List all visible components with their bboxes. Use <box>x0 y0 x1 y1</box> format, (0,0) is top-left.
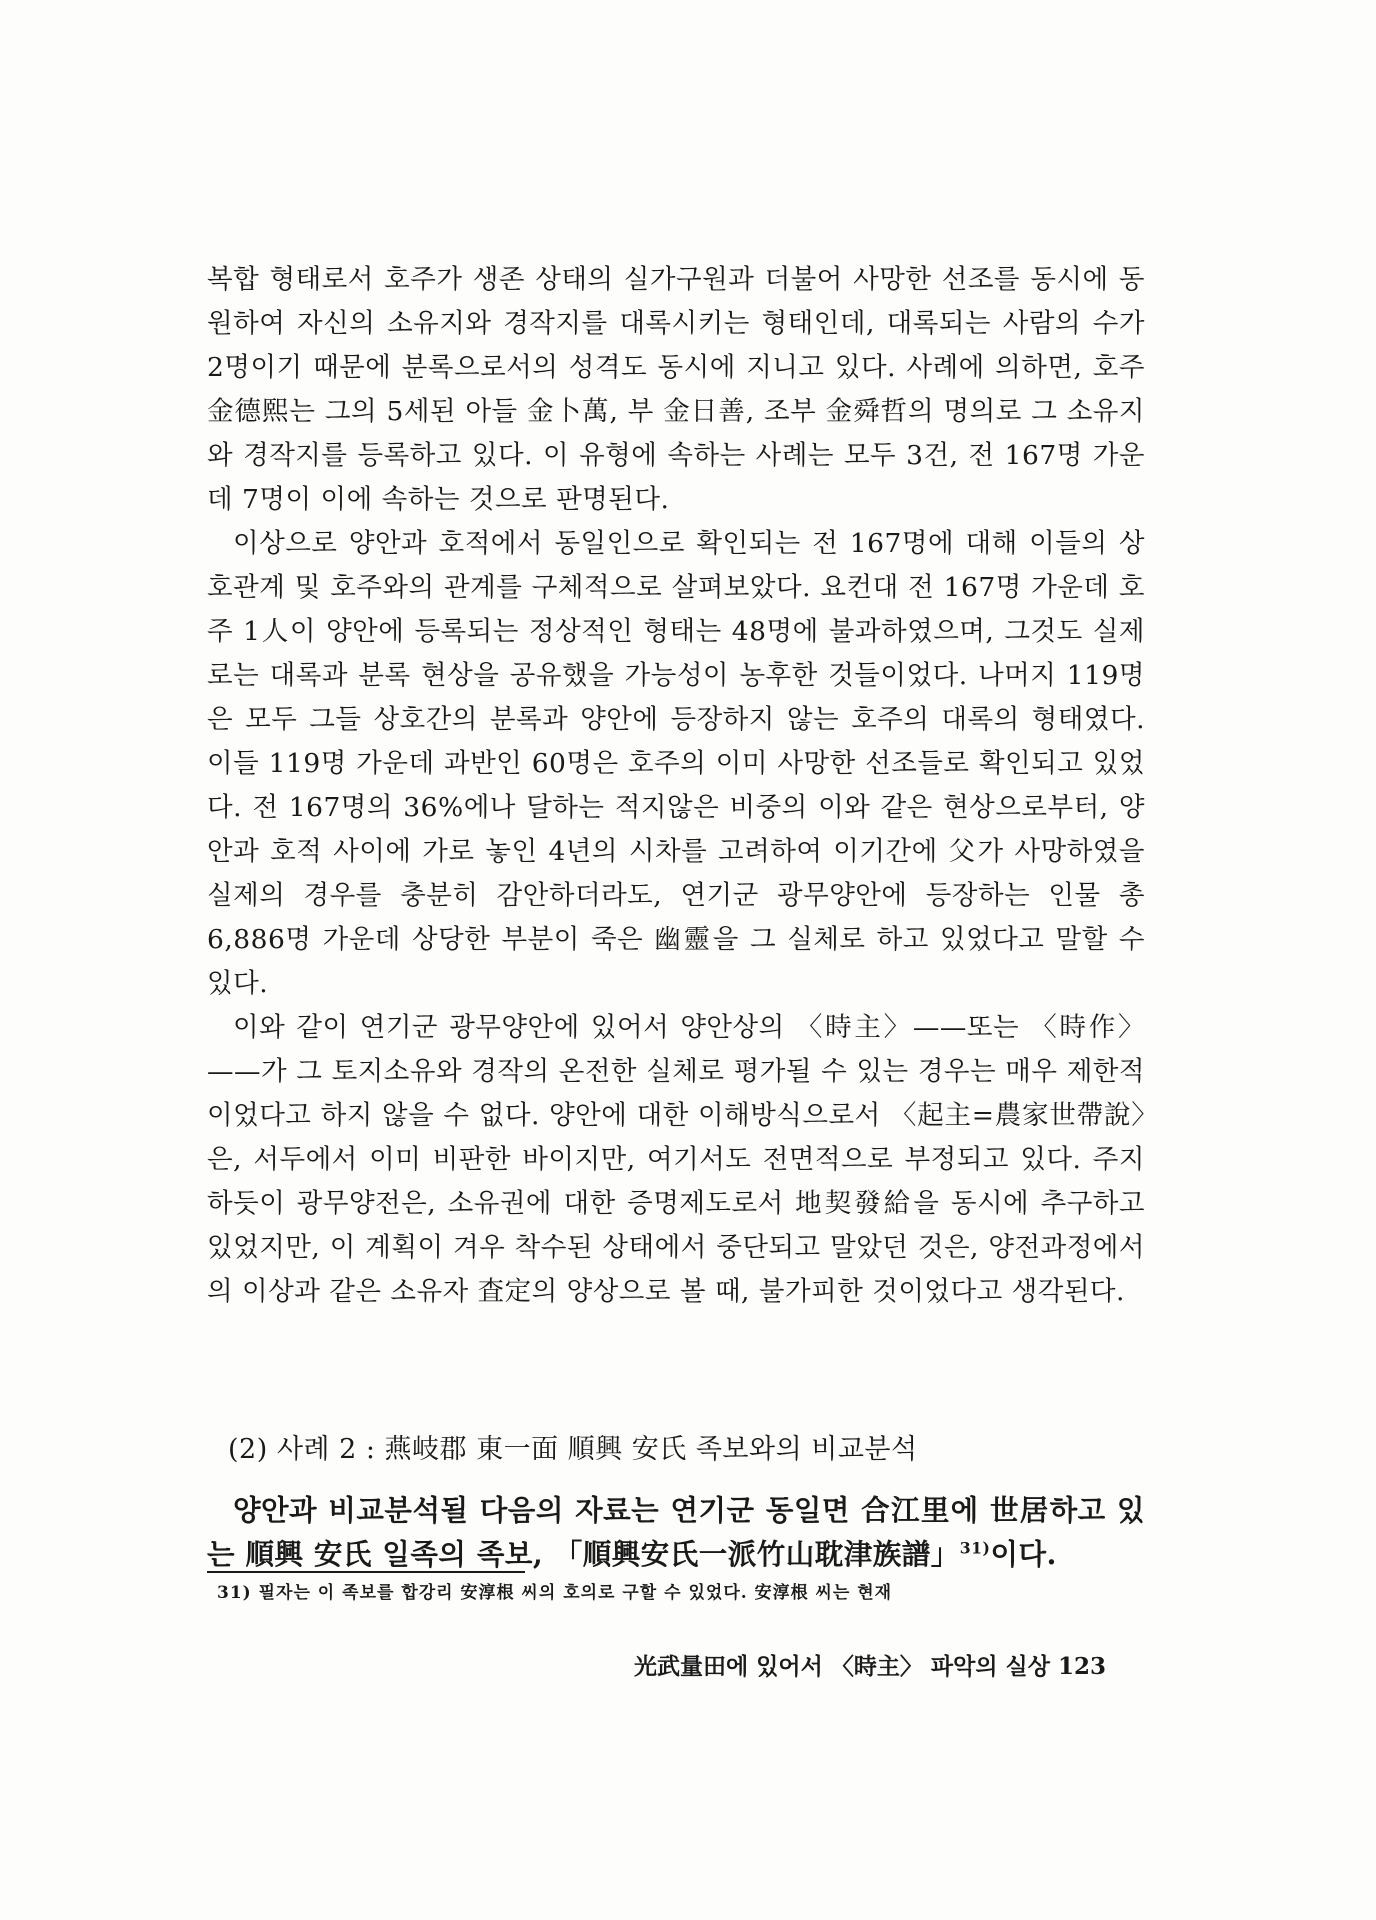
section-paragraph <box>207 1488 1145 1576</box>
footnote-reference: 31) <box>959 1538 991 1558</box>
section-body-text <box>207 1488 1145 1576</box>
section-paragraph-end: 이다. <box>990 1537 1057 1571</box>
footnote-divider <box>207 1571 525 1573</box>
running-footer: 光武量田에 있어서 〈時主〉 파악의 실상 123 <box>633 1653 1106 1680</box>
paragraph-3: 이와 같이 연기군 광무양안에 있어서 양안상의 〈時主〉——또는 〈時作〉——가 그 토지소유와 경작의 온전한 실체로 평가될 수 있는 경우는 매우 제한적이었다고 하지 않을 수 없다. 양안에 대한 이해방식으로서 〈起主=農家世帶說〉은, 서두에서 이미 비판한 바이지만, 여기서도 전면적으로 부정되고 있다. 주지하듯이 광무양전은, 소유권에 대한 증명제도로서 地契發給을 동시에 추구하고 있었지만, 이 계획이 겨우 착수된 상태에서 중단되고 말았던 것은, 양전과정에서의 이상과 같은 소유자 査定의 양상으로 볼 때, 불가피한 것이었다고 생각된다. <box>207 1012 1145 1307</box>
footnote: 31) 필자는 이 족보를 합강리 安淳根 씨의 호의로 구할 수 있었다. 安淳根 씨는 현재 <box>217 1583 893 1603</box>
paragraph-2: 이상으로 양안과 호적에서 동일인으로 확인되는 전 167명에 대해 이들의 상호관계 및 호주와의 관계를 구체적으로 살펴보았다. 요컨대 전 167명 가운데 호주 1人이 양안에 등록되는 정상적인 형태는 48명에 불과하였으며, 그것도 실제로는 대록과 분록 현상을 공유했을 가능성이 농후한 것들이었다. 나머지 119명은 모두 그들 상호간의 분록과 양안에 등장하지 않는 호주의 대록의 형태였다. 이들 119명 가운데 과반인 60명은 호주의 이미 사망한 선조들로 확인되고 있었다. 전 167명의 36%에나 달하는 적지않은 비중의 이와 같은 현상으로부터, 양안과 호적 사이에 가로 놓인 4년의 시차를 고려하여 이기간에 父가 사망하였을 실제의 경우를 충분히 감안하더라도, 연기군 광무양안에 등장하는 인물 총 6,886명 가운데 상당한 부분이 죽은 幽靈을 그 실체로 하고 있었다고 말할 수 있다. <box>207 528 1145 999</box>
main-body-text <box>207 258 1145 1314</box>
section-heading: (2) 사례 2 : 燕岐郡 東一面 順興 安氏 족보와의 비교분석 <box>228 1434 918 1465</box>
section-paragraph-text: 양안과 비교분석될 다음의 자료는 연기군 동일면 合江里에 世居하고 있는 順興 安氏 일족의 족보, 「順興安氏一派竹山耽津族譜」 <box>207 1493 1145 1571</box>
paragraph-1: 복합 형태로서 호주가 생존 상태의 실가구원과 더불어 사망한 선조를 동시에 동원하여 자신의 소유지와 경작지를 대록시키는 형태인데, 대록되는 사람의 수가 2명이기 때문에 분록으로서의 성격도 동시에 지니고 있다. 사례에 의하면, 호주 金德熙는 그의 5세된 아들 金卜萬, 부 金日善, 조부 金舜哲의 명의로 그 소유지와 경작지를 등록하고 있다. 이 유형에 속하는 사례는 모두 3건, 전 167명 가운데 7명이 이에 속하는 것으로 판명된다. <box>207 264 1145 515</box>
